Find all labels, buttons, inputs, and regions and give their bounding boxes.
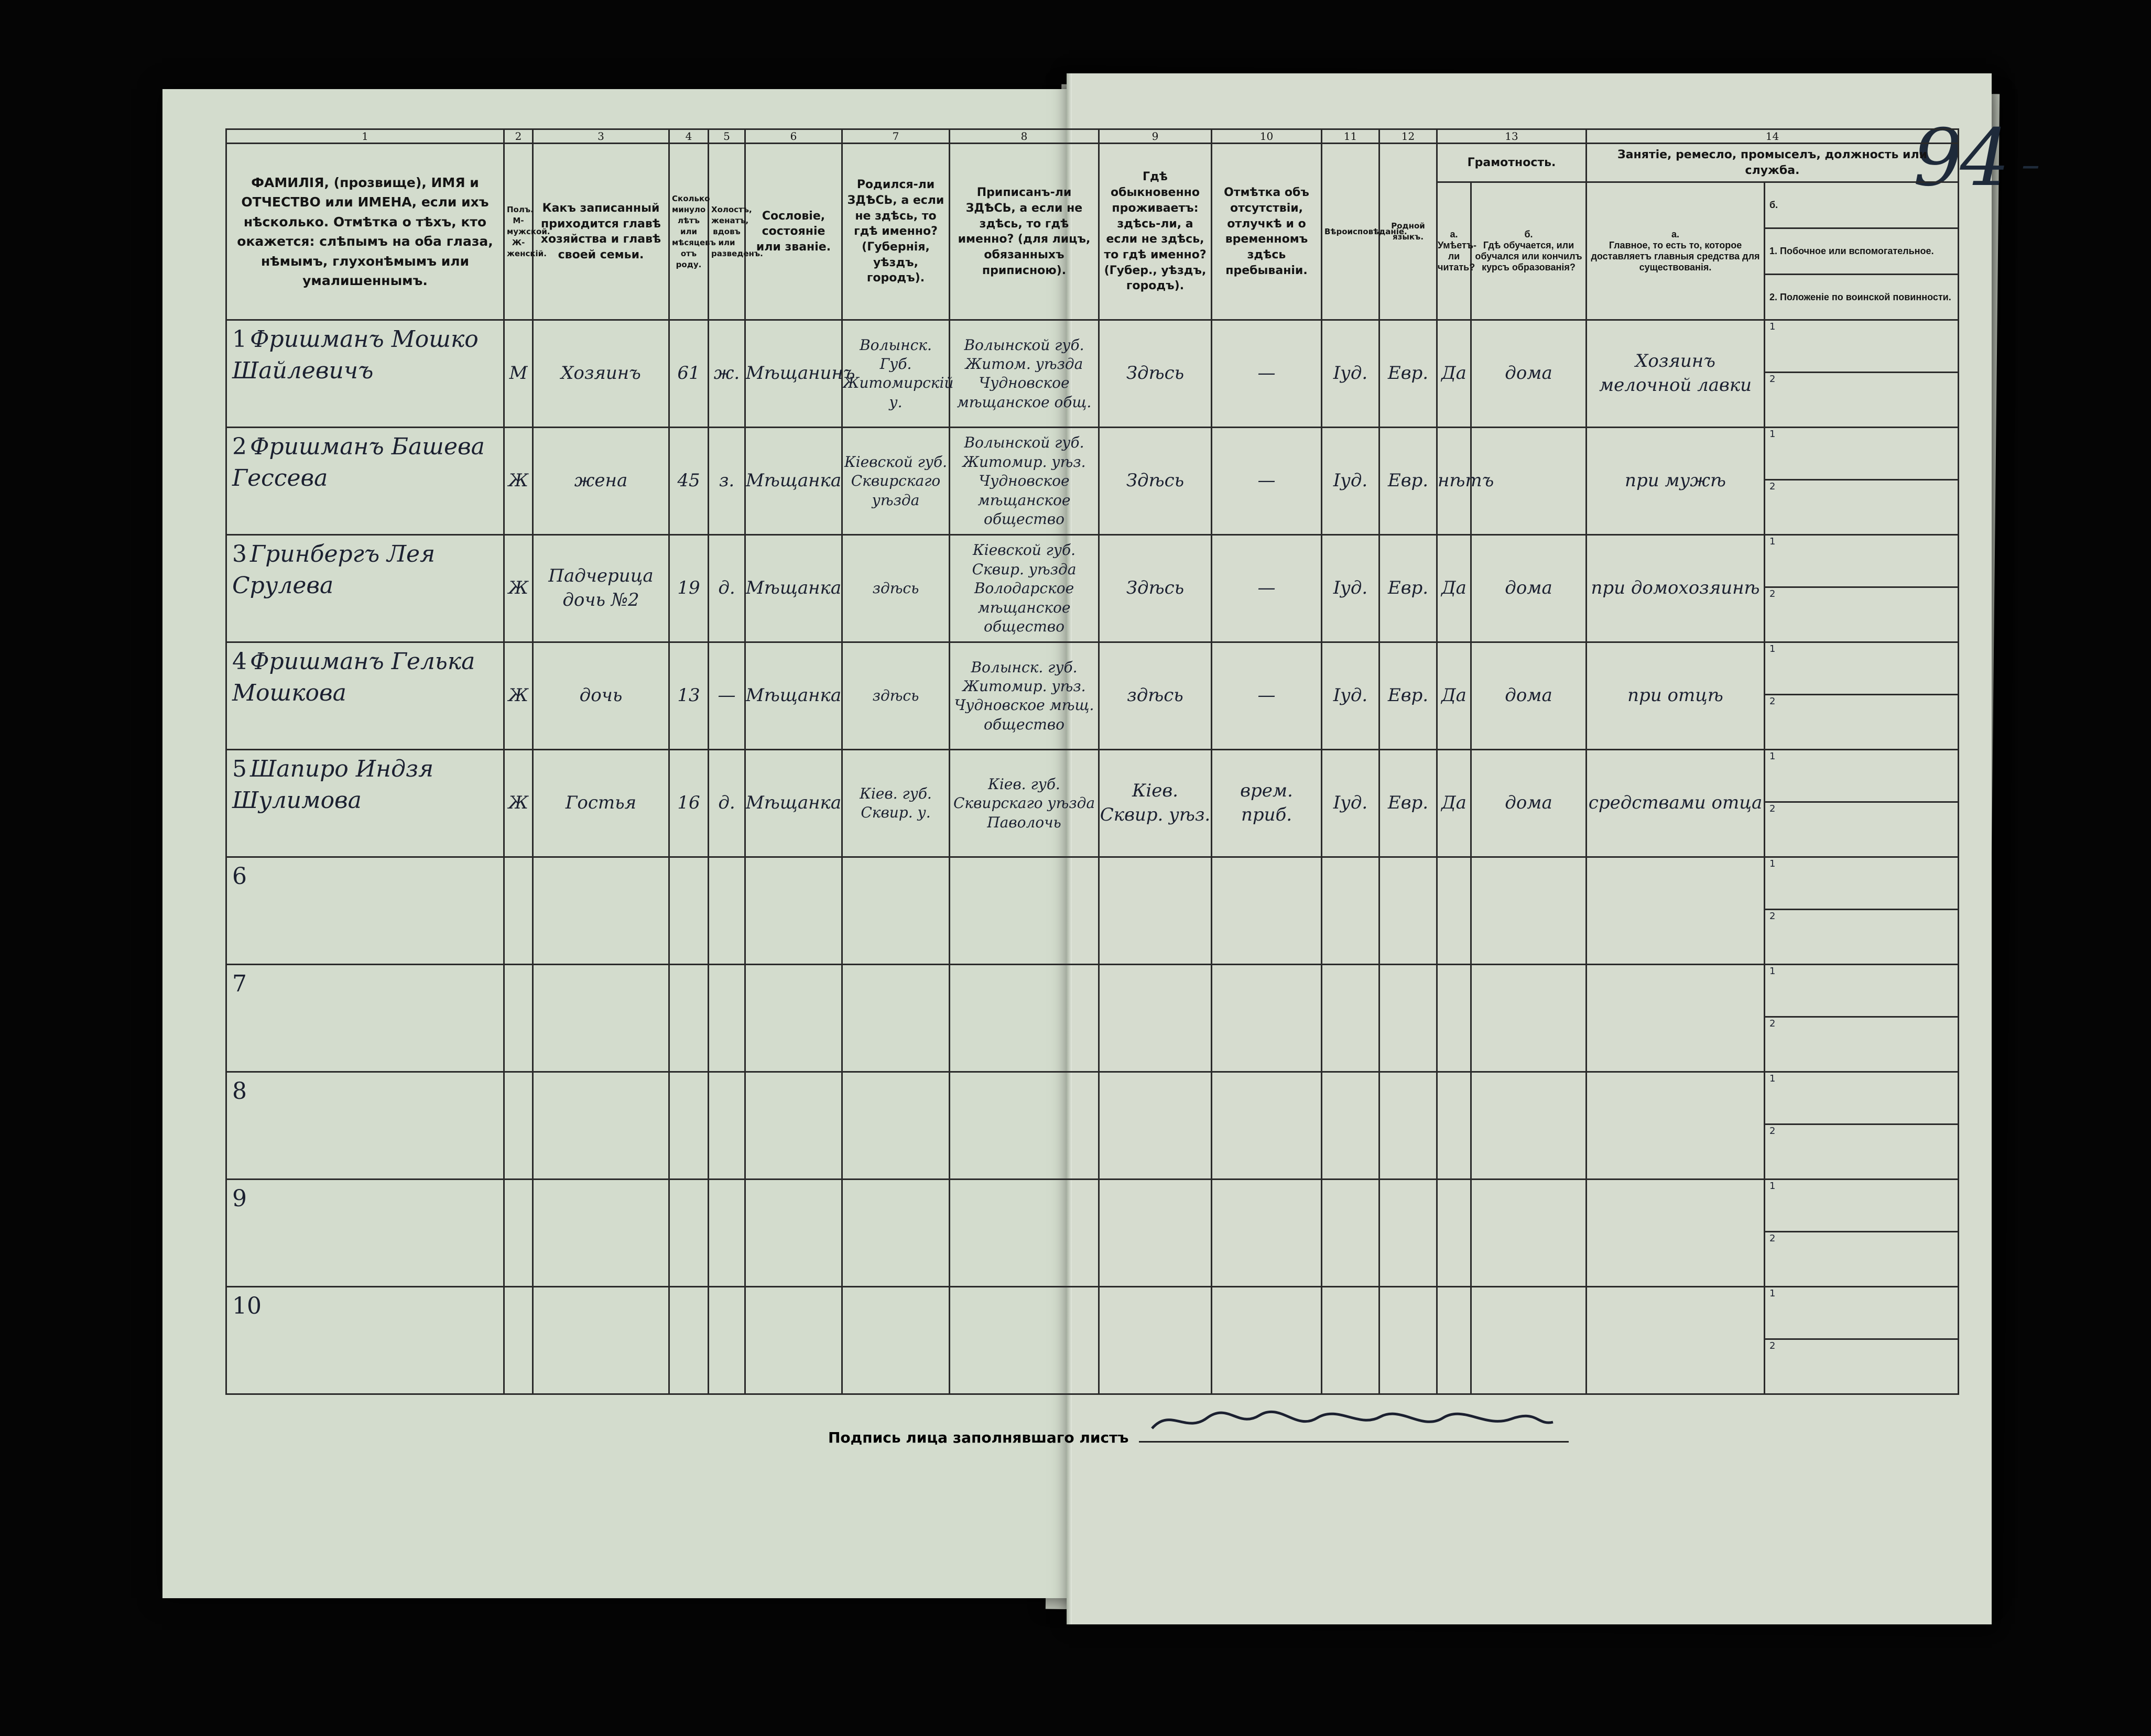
- row-number: 4: [232, 648, 247, 675]
- cell-religion: Iуд.: [1322, 642, 1379, 750]
- header-education: [1471, 182, 1587, 320]
- cell-name: [226, 1072, 504, 1180]
- page-number: 94 –: [1913, 113, 2037, 204]
- cell-literate: Да: [1437, 320, 1471, 428]
- cell-absence: —: [1212, 642, 1322, 750]
- cell-name: [226, 857, 504, 965]
- slot-2: 2: [1765, 694, 1958, 746]
- row-number: 2: [232, 433, 247, 461]
- cell-sex: М: [504, 320, 533, 428]
- signature-label: Подпись лица заполнявшаго листъ: [828, 1429, 1129, 1446]
- col-number: 13: [1437, 129, 1587, 144]
- slot-2: 2: [1765, 1123, 1958, 1176]
- cell-marital: д.: [709, 750, 745, 857]
- header-secondary-occupation: 1. Побочное или вспомогательное.: [1765, 227, 1958, 274]
- slot-1: 1: [1769, 966, 1776, 977]
- cell-secondary: [1765, 642, 1959, 750]
- cell-secondary: [1765, 750, 1959, 857]
- cell-secondary: [1765, 1180, 1959, 1287]
- cell-name: [226, 642, 504, 750]
- cell-religion: Iуд.: [1322, 535, 1379, 642]
- header-absence: Отмѣтка объ отсутствіи, отлучкѣ и о временномъ здѣсь пребываніи.: [1212, 144, 1322, 320]
- cell-estate: Мѣщанинъ: [745, 320, 842, 428]
- col-number: 3: [533, 129, 669, 144]
- cell-secondary: [1765, 1072, 1959, 1180]
- column-number-row: [226, 129, 1959, 144]
- row-number: 1: [232, 326, 247, 353]
- cell-birthplace: здѣсь: [842, 642, 950, 750]
- cell-secondary: [1765, 428, 1959, 535]
- cell-marital: —: [709, 642, 745, 750]
- cell-estate: Мѣщанка: [745, 428, 842, 535]
- sub-label-b: б.: [1524, 229, 1533, 240]
- slot-2: 2: [1765, 586, 1958, 639]
- cell-language: Евр.: [1379, 535, 1437, 642]
- person-name: Фришманъ Башева Гессева: [232, 433, 485, 492]
- cell-language: Евр.: [1379, 428, 1437, 535]
- cell-sex: Ж: [504, 535, 533, 642]
- cell-language: Евр.: [1379, 642, 1437, 750]
- sub-label-a: а.: [1450, 229, 1458, 240]
- cell-name: [226, 965, 504, 1072]
- header-occupation: Занятіе, ремесло, промыселъ, должность или служба.: [1587, 144, 1959, 182]
- col-number: 4: [669, 129, 709, 144]
- slot-1: 1: [1769, 321, 1776, 333]
- cell-residence: Здѣсь: [1099, 320, 1212, 428]
- cell-residence: Кіев. Сквир. уѣз.: [1099, 750, 1212, 857]
- cell-registered: Кіев. губ. Сквирскаго уѣзда Паволочь: [950, 750, 1099, 857]
- cell-registered: Волынской губ. Житомир. уѣз. Чудновское мѣщанское общество: [950, 428, 1099, 535]
- header-language: Родной языкъ.: [1379, 144, 1437, 320]
- sub-label-a: а.: [1671, 229, 1680, 240]
- table-row: [226, 857, 1959, 965]
- slot-2: 2: [1765, 372, 1958, 424]
- header-main-occupation: [1587, 182, 1765, 320]
- slot-2: 2: [1765, 1016, 1958, 1068]
- cell-literate: Да: [1437, 535, 1471, 642]
- cell-estate: Мѣщанка: [745, 535, 842, 642]
- table-row: [226, 1180, 1959, 1287]
- col-number: 14: [1587, 129, 1959, 144]
- col-number: 8: [950, 129, 1099, 144]
- table-row: [226, 965, 1959, 1072]
- slot-1: 1: [1769, 858, 1776, 870]
- slot-1: 1: [1769, 751, 1776, 762]
- cell-secondary: [1765, 857, 1959, 965]
- cell-secondary: [1765, 965, 1959, 1072]
- cell-name: [226, 428, 504, 535]
- cell-registered: Кіевской губ. Сквир. уѣзда Володарское мѣщанское общество: [950, 535, 1099, 642]
- header-education-text: Гдѣ обучается, или обучался или кончилъ курсъ образованія?: [1475, 240, 1582, 273]
- cell-birthplace: Кіевской губ. Сквирскаго уѣзда: [842, 428, 950, 535]
- cell-estate: Мѣщанка: [745, 642, 842, 750]
- slot-1: 1: [1769, 643, 1776, 655]
- slot-1: 1: [1769, 536, 1776, 548]
- cell-name: [226, 535, 504, 642]
- header-secondary-label-b: б.: [1769, 200, 1778, 211]
- cell-registered: Волынск. губ. Житомир. уѣз. Чудновское мѣщ. общество: [950, 642, 1099, 750]
- cell-residence: здѣсь: [1099, 642, 1212, 750]
- cell-religion: Iуд.: [1322, 428, 1379, 535]
- cell-education: дома: [1471, 535, 1587, 642]
- row-number: 3: [232, 541, 247, 568]
- row-number: 5: [232, 756, 247, 783]
- cell-absence: —: [1212, 535, 1322, 642]
- cell-literate: нѣтъ: [1437, 428, 1471, 535]
- col-number: 6: [745, 129, 842, 144]
- col-number: 1: [226, 129, 504, 144]
- person-name: Гринбергъ Лея Срулева: [232, 541, 436, 599]
- cell-absence: врем. приб.: [1212, 750, 1322, 857]
- col-number: 2: [504, 129, 533, 144]
- cell-name: [226, 1287, 504, 1394]
- cell-absence: —: [1212, 428, 1322, 535]
- header-main-occupation-text: Главное, то есть то, которое доставляетъ главныя средства для существованія.: [1591, 240, 1760, 273]
- table-row: [226, 642, 1959, 750]
- row-number: 8: [232, 1078, 247, 1105]
- row-number: 7: [232, 970, 247, 998]
- cell-estate: Мѣщанка: [745, 750, 842, 857]
- table-row: [226, 535, 1959, 642]
- slot-1: 1: [1769, 1288, 1776, 1300]
- cell-residence: Здѣсь: [1099, 535, 1212, 642]
- table-row: [226, 1287, 1959, 1394]
- cell-language: Евр.: [1379, 320, 1437, 428]
- signature-line: [1139, 1410, 1569, 1443]
- header-can-read: [1437, 182, 1476, 320]
- cell-relation: дочь: [533, 642, 669, 750]
- cell-age: 13: [669, 642, 709, 750]
- slot-1: 1: [1769, 429, 1776, 440]
- row-number: 10: [232, 1293, 262, 1320]
- cell-relation: Падчерица дочь №2: [533, 535, 669, 642]
- cell-education: дома: [1471, 750, 1587, 857]
- header-religion: Вѣроисповѣданіе.: [1322, 144, 1379, 320]
- cell-occupation: средствами отца: [1587, 750, 1765, 857]
- cell-name: [226, 1180, 504, 1287]
- header-sex: Полъ. М-мужской. Ж-женскій.: [504, 144, 533, 320]
- person-name: Шапиро Индзя Шулимова: [232, 756, 434, 814]
- cell-religion: Iуд.: [1322, 750, 1379, 857]
- header-marital: Холостъ, женатъ, вдовъ или разведенъ.: [709, 144, 745, 320]
- cell-education: дома: [1471, 642, 1587, 750]
- row-number: 6: [232, 863, 247, 890]
- col-number: 9: [1099, 129, 1212, 144]
- header-relation: Какъ записанный приходится главѣ хозяйства и главѣ своей семьи.: [533, 144, 669, 320]
- cell-age: 61: [669, 320, 709, 428]
- table-row: [226, 428, 1959, 535]
- cell-sex: Ж: [504, 428, 533, 535]
- header-birthplace: Родился-ли ЗДѢСЬ, а если не здѣсь, то гдѣ именно? (Губернія, уѣздъ, городъ).: [842, 144, 950, 320]
- cell-residence: Здѣсь: [1099, 428, 1212, 535]
- cell-sex: Ж: [504, 642, 533, 750]
- cell-secondary: [1765, 1287, 1959, 1394]
- table-row: [226, 750, 1959, 857]
- cell-occupation: при отцѣ: [1587, 642, 1765, 750]
- header-secondary: [1765, 182, 1959, 320]
- slot-1: 1: [1769, 1181, 1776, 1192]
- header-residence: Гдѣ обыкновенно проживаетъ: здѣсь-ли, а если не здѣсь, то гдѣ именно? (Губер., уѣздъ, городъ).: [1099, 144, 1212, 320]
- slot-1: 1: [1769, 1073, 1776, 1085]
- cell-secondary: [1765, 535, 1959, 642]
- col-number: 5: [709, 129, 745, 144]
- cell-registered: Волынской губ. Житом. уѣзда Чудновское мѣщанское общ.: [950, 320, 1099, 428]
- cell-birthplace: Волынск. Губ. Житомирскій у.: [842, 320, 950, 428]
- table-row: [226, 320, 1959, 428]
- slot-2: 2: [1765, 909, 1958, 961]
- header-estate: Сословіе, состояніе или званіе.: [745, 144, 842, 320]
- col-number: 10: [1212, 129, 1322, 144]
- cell-religion: Iуд.: [1322, 320, 1379, 428]
- cell-secondary: [1765, 320, 1959, 428]
- table-row: [226, 1072, 1959, 1180]
- person-name: Фришманъ Мошко Шайлевичъ: [232, 326, 479, 384]
- cell-marital: ж.: [709, 320, 745, 428]
- cell-relation: жена: [533, 428, 669, 535]
- header-row: [226, 144, 1959, 182]
- person-name: Фришманъ Гелька Мошкова: [232, 648, 475, 706]
- cell-literate: Да: [1437, 642, 1471, 750]
- cell-language: Евр.: [1379, 750, 1437, 857]
- census-table: [225, 128, 1959, 1395]
- cell-birthplace: здѣсь: [842, 535, 950, 642]
- cell-name: [226, 320, 504, 428]
- cell-marital: д.: [709, 535, 745, 642]
- handwritten-signature: [1149, 1402, 1558, 1439]
- header-registered: Приписанъ-ли ЗДѢСЬ, а если не здѣсь, то гдѣ именно? (для лицъ, обязанныхъ приписною).: [950, 144, 1099, 320]
- slot-2: 2: [1765, 1231, 1958, 1283]
- row-number: 9: [232, 1185, 247, 1213]
- header-literacy: Грамотность.: [1437, 144, 1587, 182]
- header-can-read-text: Умѣетъ-ли читать?: [1438, 240, 1476, 273]
- header-military: 2. Положеніе по воинской повинности.: [1765, 274, 1958, 320]
- slot-2: 2: [1765, 479, 1958, 531]
- cell-marital: з.: [709, 428, 745, 535]
- cell-occupation: при мужѣ: [1587, 428, 1765, 535]
- col-number: 11: [1322, 129, 1379, 144]
- cell-age: 45: [669, 428, 709, 535]
- cell-birthplace: Кіев. губ. Сквир. у.: [842, 750, 950, 857]
- cell-age: 19: [669, 535, 709, 642]
- header-name: ФАМИЛІЯ, (прозвище), ИМЯ и ОТЧЕСТВО или ИМЕНА, если ихъ нѣсколько. Отмѣтка о тѣхъ, кто окажется: слѣпымъ на оба глаза, нѣмымъ, глухонѣмымъ или умалишеннымъ.: [226, 144, 504, 320]
- cell-occupation: при домохозяинѣ: [1587, 535, 1765, 642]
- cell-relation: Гостья: [533, 750, 669, 857]
- cell-absence: —: [1212, 320, 1322, 428]
- header-age: Сколько минуло лѣтъ или мѣсяцевъ отъ роду.: [669, 144, 709, 320]
- cell-literate: Да: [1437, 750, 1471, 857]
- cell-relation: Хозяинъ: [533, 320, 669, 428]
- slot-2: 2: [1765, 801, 1958, 854]
- col-number: 7: [842, 129, 950, 144]
- cell-age: 16: [669, 750, 709, 857]
- col-number: 12: [1379, 129, 1437, 144]
- signature-block: [828, 1410, 1569, 1446]
- cell-education: дома: [1471, 320, 1587, 428]
- cell-occupation: Хозяинъ мелочной лавки: [1587, 320, 1765, 428]
- slot-2: 2: [1765, 1338, 1958, 1391]
- cell-name: [226, 750, 504, 857]
- cell-sex: Ж: [504, 750, 533, 857]
